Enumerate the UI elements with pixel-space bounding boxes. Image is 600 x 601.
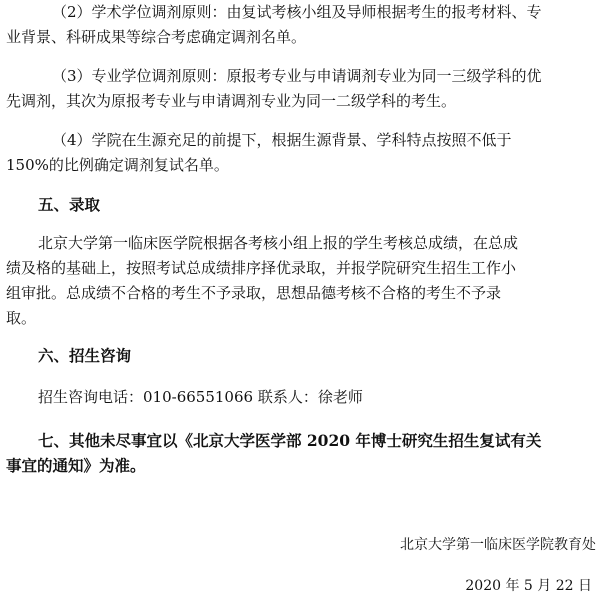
item-4-line-2: 150%的比例确定调剂复试名单。 [6, 156, 229, 174]
issuing-office: 北京大学第一临床医学院教育处 [400, 537, 596, 553]
item-2-paragraph [0, 0, 600, 50]
section-7-paragraph [0, 428, 600, 478]
item-2-line-1: （2）学术学位调剂原则：由复试考核小组及导师根据考生的报考材料、专 [52, 3, 542, 21]
section-5-paragraph [0, 231, 600, 331]
item-3-paragraph [0, 64, 600, 114]
item-3-line-1: （3）专业学位调剂原则：原报考专业与申请调剂专业为同一三级学科的优 [52, 67, 542, 85]
section-5-line-4: 取。 [6, 309, 37, 327]
section-5-line-1: 北京大学第一临床医学院根据各考核小组上报的学生考核总成绩，在总成 [38, 234, 519, 252]
section-6-heading: 六、招生咨询 [38, 346, 132, 365]
section-5-line-3: 组审批。总成绩不合格的考生不予录取，思想品德考核不合格的考生不予录 [6, 284, 502, 302]
item-4-line-1: （4）学院在生源充足的前提下，根据生源背景、学科特点按照不低于 [52, 131, 512, 149]
section-5-heading: 五、录取 [38, 195, 101, 214]
section-7-line-1: 七、其他未尽事宜以《北京大学医学部 2020 年博士研究生招生复试有关 [38, 431, 542, 450]
contact-line: 招生咨询电话：010-66551066 联系人：徐老师 [38, 388, 363, 406]
issue-date: 2020 年 5 月 22 日 [465, 578, 592, 594]
item-3-line-2: 先调剂，其次为原报考专业与申请调剂专业为同一二级学科的考生。 [6, 92, 457, 110]
section-7-line-2: 事宜的通知》为准。 [6, 456, 146, 475]
section-5-line-2: 绩及格的基础上，按照考试总成绩排序择优录取，并报学院研究生招生工作小 [6, 259, 517, 277]
item-2-line-2: 业背景、科研成果等综合考虑确定调剂名单。 [6, 28, 307, 46]
item-4-paragraph [0, 128, 600, 178]
